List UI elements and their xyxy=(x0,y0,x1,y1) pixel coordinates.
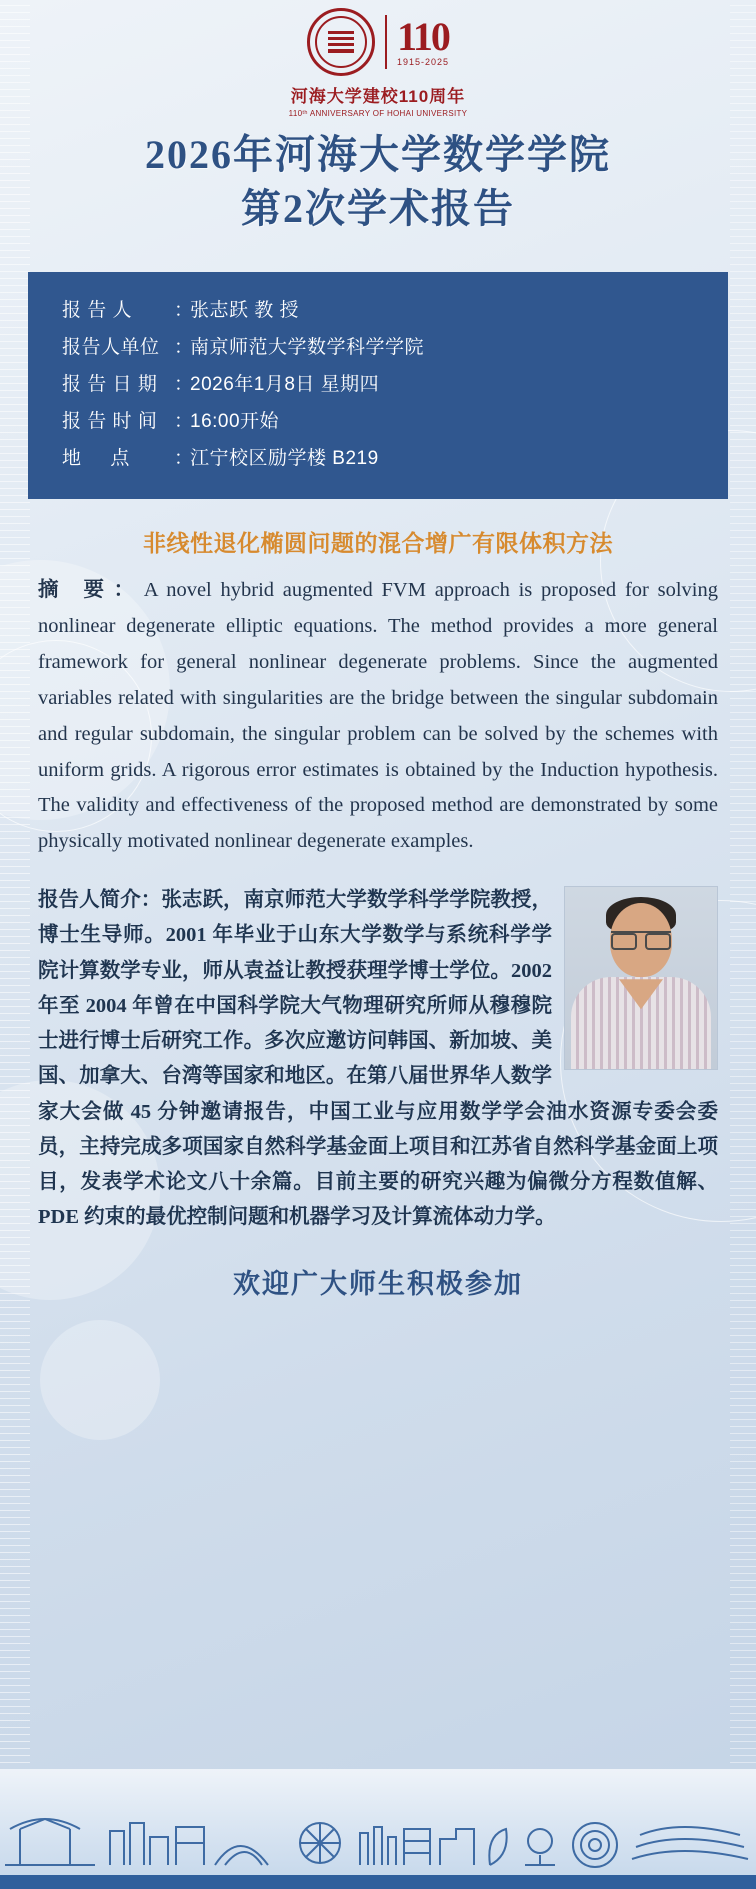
info-colon: ： xyxy=(174,300,194,321)
logo-lockup xyxy=(307,8,449,76)
info-label: 报 告 日 期 xyxy=(62,374,158,396)
deco-circle-6 xyxy=(40,1320,160,1440)
photo-glasses-shape xyxy=(611,931,671,947)
logo-cn-text: 河海大学建校110周年 xyxy=(290,87,466,106)
info-row xyxy=(62,440,694,477)
page-title-line-2: 第2次学术报告 xyxy=(241,186,515,231)
info-colon: ： xyxy=(174,448,194,470)
info-label: 地 点 xyxy=(62,448,130,470)
info-value: 南京师范大学数学科学学院 xyxy=(190,337,425,359)
talk-title: 非线性退化椭圆问题的混合增广有限体积方法 xyxy=(143,531,613,557)
abstract-block xyxy=(38,572,718,860)
hohai-university-seal-icon xyxy=(307,8,375,76)
logo-en-text: 110ᵗʰ ANNIVERSARY OF HOHAI UNIVERSITY xyxy=(288,109,468,118)
info-row xyxy=(62,329,694,366)
logo-text-block xyxy=(289,80,468,118)
info-value: 2026年1月8日 星期四 xyxy=(190,374,380,396)
anniversary-mark xyxy=(396,13,450,67)
info-label: 报告人单位 xyxy=(62,337,160,359)
info-label: 报 告 人 xyxy=(62,300,133,321)
info-row xyxy=(62,366,694,403)
seal-inner-glyph xyxy=(328,31,354,53)
page-title xyxy=(40,114,716,256)
abstract-text: A novel hybrid augmented FVM approach is proposed for solving nonlinear degenerate elliptic equations. The method provides a more general framework for general nonlinear degenerate problems. Since the augmented variables related with singularities are the bridge between the singular subdomain and regular subdomain, the singular problem can be solved by the schemes with uniform grids. A rigorous error estimates is obtained by the Induction hypothesis. The validity and effectiveness of the proposed method are demonstrated by some physically motivated nonlinear degenerate examples. xyxy=(38,579,718,853)
anniversary-years: 1915-2025 xyxy=(396,56,450,67)
logo-area xyxy=(0,0,756,118)
info-value: 张志跃 教 授 xyxy=(190,300,300,321)
anniversary-number: 110 xyxy=(397,13,449,59)
info-row xyxy=(62,292,694,329)
info-value: 江宁校区励学楼 B219 xyxy=(190,448,379,470)
footer-skyline xyxy=(0,1769,756,1889)
welcome-text: 欢迎广大师生积极参加 xyxy=(233,1268,523,1299)
info-colon: ： xyxy=(174,337,194,359)
info-colon: ： xyxy=(174,411,194,433)
logo-divider xyxy=(385,15,387,69)
skyline-illustration xyxy=(0,1769,756,1889)
abstract-label: 摘 要： xyxy=(38,578,144,602)
speaker-bio-text: 张志跃，南京师范大学数学科学学院教授，博士生导师。2001 年毕业于山东大学数学与系统科学学院计算数学专业，师从袁益让教授获理学博士学位。2002 年至 2004 年曾在中国科学院大气物理研究所师从穆穆院士进行博士后研究工作。多次应邀访问韩国、新加坡、美国、加拿大、台湾等国家和地区。在第八届世界华人数学家大会做 45 分钟邀请报告，中国工业与应用数学学会油水资源专委会委员，主持完成多项国家自然科学基金面上项目和江苏省自然科学基金面上项目，发表学术论文八十余篇。目前主要的研究兴趣为偏微分方程数值解、PDE 约束的最优控制问题和机器学习及计算流体动力学。 xyxy=(38,889,718,1229)
speaker-bio-label: 报告人简介： xyxy=(38,888,162,912)
info-row xyxy=(62,403,694,440)
info-label: 报 告 时 间 xyxy=(62,411,158,433)
talk-info-box xyxy=(28,272,728,499)
speaker-photo xyxy=(564,886,718,1070)
page-title-line-1: 2026年河海大学数学学院 xyxy=(145,132,611,177)
speaker-bio-block xyxy=(38,882,718,1236)
info-value: 16:00开始 xyxy=(190,411,280,433)
info-colon: ： xyxy=(174,374,194,396)
